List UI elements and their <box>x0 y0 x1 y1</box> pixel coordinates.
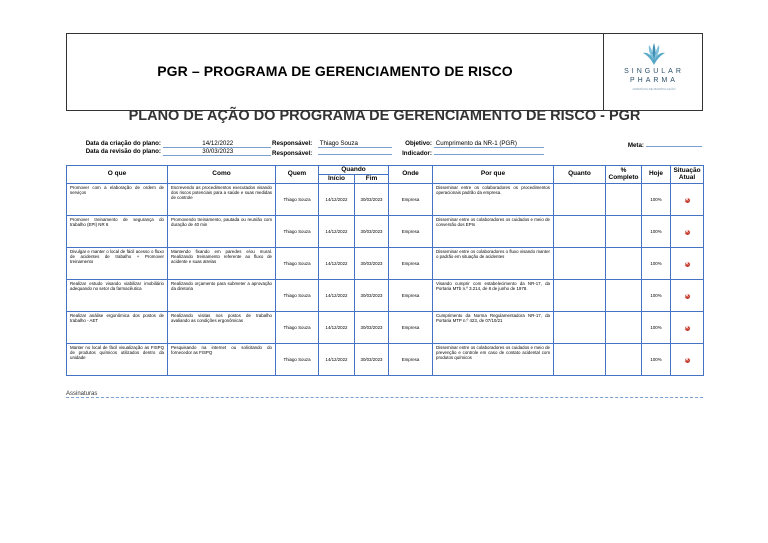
cell-who: Thiago Souza <box>276 312 319 344</box>
header-how: Como <box>168 166 276 184</box>
cell-status <box>671 216 704 248</box>
document-title: PGR – PROGRAMA DE GERENCIAMENTO DE RISCO <box>157 63 513 79</box>
cell-how-much <box>554 184 606 216</box>
cell-today: 100% <box>642 216 671 248</box>
header-who: Quem <box>276 166 319 184</box>
responsible-value-2 <box>318 148 392 155</box>
goal-label: Meta: <box>627 142 644 149</box>
cell-who: Thiago Souza <box>276 216 319 248</box>
cell-percent <box>606 216 642 248</box>
cell-what: Divulgar e manter o local de fácil acesso o fluxo de acidentes de trabalho + Promover treinamento <box>67 248 168 280</box>
objective-value: Cumprimento da NR-1 (PGR) <box>434 140 544 148</box>
cell-where: Empresa <box>389 344 433 376</box>
objective-label: Objetivo: <box>405 140 432 147</box>
status-x-icon: ✕ <box>684 228 690 235</box>
responsible-field-1 <box>272 140 392 148</box>
cell-who: Thiago Souza <box>276 344 319 376</box>
header-today: Hoje <box>642 166 671 184</box>
objective-field <box>398 140 544 148</box>
signatures-line <box>66 397 703 399</box>
header-percent: % <box>620 167 627 174</box>
cell-percent <box>606 184 642 216</box>
header-status-line2: Atual <box>678 173 696 181</box>
creation-date-value: 14/12/2022 <box>163 140 271 148</box>
responsible-value-1: Thiago Souza <box>318 140 392 148</box>
cell-why: Disseminar entre os colaboradores o fluxo visando manter o padrão em situação de acidentes <box>433 248 554 280</box>
cell-where: Empresa <box>389 184 433 216</box>
header-percent-complete <box>606 166 642 184</box>
cell-today: 100% <box>642 280 671 312</box>
cell-how-much <box>554 216 606 248</box>
cell-why: Visando cumprir com estabelecimento da NR-17, da Portaria MTb n.º 3.214, de 8 de junho de 1978. <box>433 280 554 312</box>
table-row <box>67 312 704 344</box>
cell-where: Empresa <box>389 216 433 248</box>
revision-date-label: Data da revisão do plano: <box>85 148 161 155</box>
status-x-icon: ✕ <box>684 356 690 363</box>
cell-status <box>671 280 704 312</box>
header-status <box>671 166 704 184</box>
goal-value <box>646 140 702 147</box>
document-header <box>66 33 703 111</box>
indicator-label: Indicador: <box>402 150 432 157</box>
revision-date-field <box>66 148 271 156</box>
cell-why: Disseminar entre os colaboradores os cuidados e meio de conversão dos EPIs <box>433 216 554 248</box>
cell-why: Disseminar entre os colaboradores os procedimentos operacionais padrão da empresa. <box>433 184 554 216</box>
cell-start: 14/12/2022 <box>319 312 355 344</box>
cell-what: Manter no local de fácil visualização as FISPQ de produtos químicos utilizados dentro da unidade <box>67 344 168 376</box>
cell-status <box>671 344 704 376</box>
header-how-much: Quanto <box>554 166 606 184</box>
header-why: Por que <box>433 166 554 184</box>
cell-how-much <box>554 312 606 344</box>
cell-percent <box>606 280 642 312</box>
header-what: O que <box>67 166 168 184</box>
creation-date-label: Data da criação do plano: <box>85 140 161 147</box>
header-where: Onde <box>389 166 433 184</box>
cell-status <box>671 184 704 216</box>
header-end: Fim <box>355 175 389 184</box>
header-status-line1: Situação <box>673 167 701 174</box>
indicator-value <box>434 148 544 155</box>
cell-end: 30/03/2023 <box>355 216 389 248</box>
cell-percent <box>606 312 642 344</box>
table-row <box>67 280 704 312</box>
cell-today: 100% <box>642 184 671 216</box>
header-when: Quando <box>319 166 389 175</box>
cell-start: 14/12/2022 <box>319 280 355 312</box>
cell-what: Promover com a elaboração de ordem de serviços <box>67 184 168 216</box>
cell-start: 14/12/2022 <box>319 184 355 216</box>
responsible-label-2: Responsável: <box>272 150 313 157</box>
cell-end: 30/03/2023 <box>355 344 389 376</box>
table-row <box>67 344 704 376</box>
cell-how: Escrevendo as procedimentos executados visando dos riscos potenciais para a saúde e suas medidas de controle <box>168 184 276 216</box>
company-logo <box>604 34 704 110</box>
cell-who: Thiago Souza <box>276 248 319 280</box>
cell-percent <box>606 344 642 376</box>
cell-end: 30/03/2023 <box>355 280 389 312</box>
header-complete: Completo <box>608 173 639 181</box>
cell-end: 30/03/2023 <box>355 248 389 280</box>
cell-where: Empresa <box>389 312 433 344</box>
status-x-icon: ✕ <box>684 260 690 267</box>
status-x-icon: ✕ <box>684 292 690 299</box>
cell-start: 14/12/2022 <box>319 248 355 280</box>
cell-how: Realizando orçamento para submeter a aprovação da diretoria <box>168 280 276 312</box>
cell-start: 14/12/2022 <box>319 344 355 376</box>
table-row <box>67 184 704 216</box>
goal-field <box>614 140 702 149</box>
logo-name-line2: PHARMA <box>630 77 678 84</box>
cell-how-much <box>554 248 606 280</box>
cell-how: Promovendo treinamento, pautada ou reunião com duração de 40 min <box>168 216 276 248</box>
logo-name-line1: SINGULAR <box>624 68 684 75</box>
cell-where: Empresa <box>389 280 433 312</box>
cell-today: 100% <box>642 248 671 280</box>
cell-what: Realizar estudo visando viabilizar imobiliário adequando no setor da farmacêutica <box>67 280 168 312</box>
revision-date-value: 30/03/2023 <box>163 148 271 156</box>
cell-why: Cumprimento da Norma Regulamentadora NR-17, da Portaria MTP n.º 423, de 07/10/21 <box>433 312 554 344</box>
cell-what: Promover treinamento de segurança do trabalho (EPI) NR 6 <box>67 216 168 248</box>
cell-how-much <box>554 280 606 312</box>
creation-date-field <box>66 140 271 148</box>
action-plan-table <box>66 165 704 376</box>
cell-how-much <box>554 344 606 376</box>
cell-start: 14/12/2022 <box>319 216 355 248</box>
cell-status <box>671 312 704 344</box>
cell-today: 100% <box>642 312 671 344</box>
cell-percent <box>606 248 642 280</box>
status-x-icon: ✕ <box>684 324 690 331</box>
signatures-label: Assinaturas <box>66 391 98 397</box>
header-start: Início <box>319 175 355 184</box>
cell-end: 30/03/2023 <box>355 184 389 216</box>
cell-how: Mantendo fixando em paredes e/ou mural. Realizando treinamento referente ao fluxo de acidente e suas atrelas <box>168 248 276 280</box>
cell-end: 30/03/2023 <box>355 312 389 344</box>
cell-what: Realizar análise ergonômica dos postos de trabalho - AET <box>67 312 168 344</box>
logo-subtitle: FARMÁCIA DE MANIPULAÇÃO <box>632 87 676 91</box>
cell-how: Realizando visitas nos postos de trabalho avaliando as condições ergonômicas <box>168 312 276 344</box>
cell-who: Thiago Souza <box>276 280 319 312</box>
cell-status <box>671 248 704 280</box>
cell-where: Empresa <box>389 248 433 280</box>
table-row <box>67 248 704 280</box>
responsible-field-2 <box>272 148 392 157</box>
table-row <box>67 216 704 248</box>
leaf-logo-icon <box>641 41 667 67</box>
indicator-field <box>398 148 544 157</box>
responsible-label-1: Responsável: <box>272 140 313 147</box>
cell-today: 100% <box>642 344 671 376</box>
cell-who: Thiago Souza <box>276 184 319 216</box>
cell-how: Pesquisando na internet ou solicitando do fornecedor as FISPQ <box>168 344 276 376</box>
plan-title: PLANO DE AÇÃO DO PROGRAMA DE GERENCIAMENTO DE RISCO - PGR <box>128 108 641 124</box>
cell-why: Disseminar entre os colaboradores os cuidados e meio de prevenção e controle em caso de contato acidental com produtos químicos <box>433 344 554 376</box>
status-x-icon: ✕ <box>684 196 690 203</box>
